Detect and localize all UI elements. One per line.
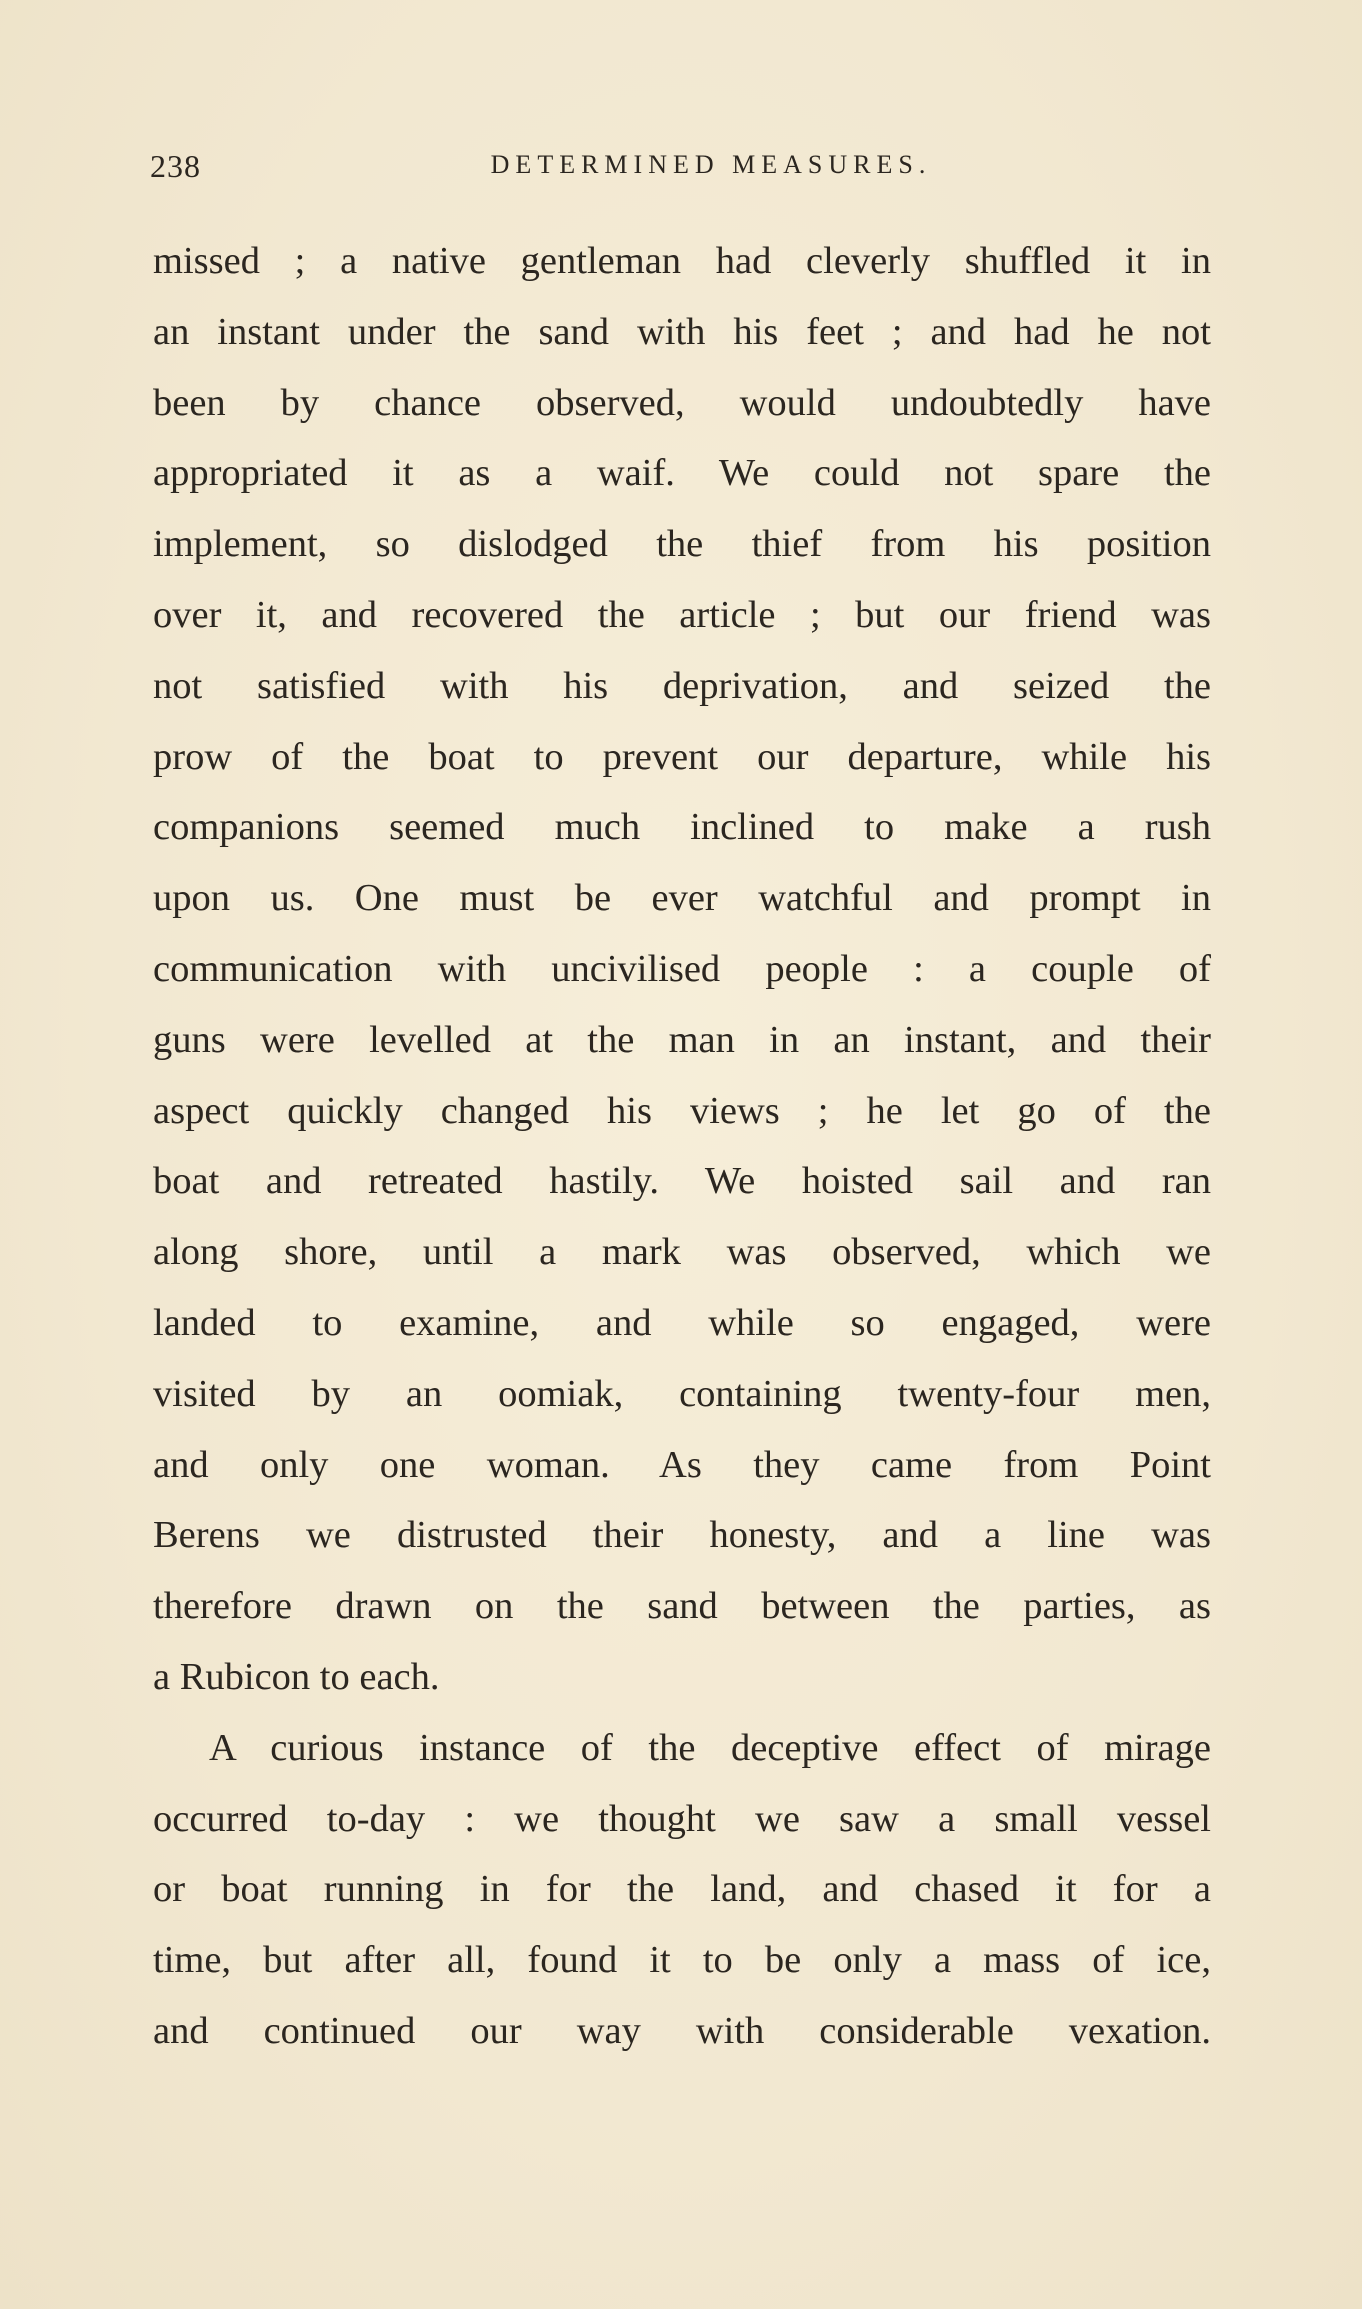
text-line: and only one woman. As they came from Point xyxy=(153,1443,1211,1486)
text-line: missed ; a native gentleman had cleverly shuffled it in xyxy=(153,240,1211,282)
paragraph-1 xyxy=(153,226,1211,1713)
text-line: upon us. One must be ever watchful and prompt in xyxy=(153,877,1211,920)
text-line: A curious instance of the deceptive effect of mirage xyxy=(209,1726,1211,1769)
text-line: and continued our way with considerable vexation. xyxy=(153,2009,1211,2052)
text-line: along shore, until a mark was observed, which we xyxy=(153,1231,1211,1274)
text-line: time, but after all, found it to be only a mass of ice, xyxy=(153,1939,1211,1982)
running-title: DETERMINED MEASURES. xyxy=(490,150,932,179)
text-line: implement, so dislodged the thief from his position xyxy=(153,523,1211,566)
text-line: not satisfied with his deprivation, and seized the xyxy=(153,664,1211,707)
text-line: occurred to-day : we thought we saw a small vessel xyxy=(153,1797,1211,1840)
text-line: a Rubicon to each. xyxy=(153,1655,440,1698)
text-line: communication with uncivilised people : a couple of xyxy=(153,947,1211,990)
paragraph-2 xyxy=(153,1713,1211,2067)
text-line: appropriated it as a waif. We could not spare the xyxy=(153,452,1211,495)
page-number: 238 xyxy=(150,148,201,184)
running-head xyxy=(150,148,1212,188)
text-line: prow of the boat to prevent our departure, while his xyxy=(153,735,1211,778)
text-line: an instant under the sand with his feet ; and had he not xyxy=(153,310,1211,353)
text-line: been by chance observed, would undoubtedly have xyxy=(153,381,1211,424)
body-text xyxy=(153,226,1211,2067)
text-line: aspect quickly changed his views ; he let go of the xyxy=(153,1089,1211,1132)
text-line: companions seemed much inclined to make a rush xyxy=(153,806,1211,849)
text-line: landed to examine, and while so engaged, were xyxy=(153,1301,1211,1344)
text-line: guns were levelled at the man in an instant, and their xyxy=(153,1018,1211,1061)
text-line: boat and retreated hastily. We hoisted sail and ran xyxy=(153,1160,1211,1203)
text-line: visited by an oomiak, containing twenty-four men, xyxy=(153,1372,1211,1415)
text-line: Berens we distrusted their honesty, and a line was xyxy=(153,1514,1211,1557)
text-line: over it, and recovered the article ; but our friend was xyxy=(153,593,1211,636)
text-line: or boat running in for the land, and chased it for a xyxy=(153,1868,1211,1911)
text-line: therefore drawn on the sand between the parties, as xyxy=(153,1585,1211,1628)
